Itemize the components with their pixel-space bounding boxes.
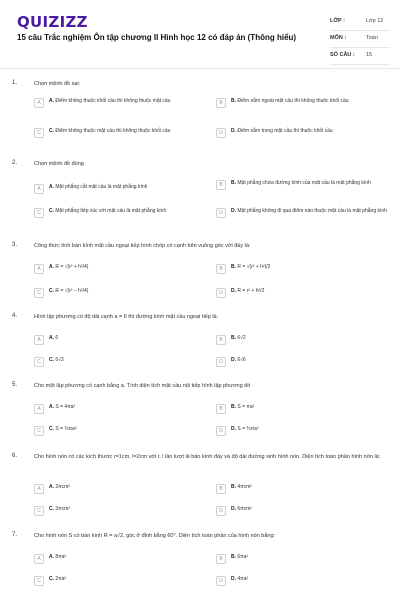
option-letter-badge: A — [34, 264, 44, 274]
option-text: D. 4πa² — [231, 576, 249, 582]
option-text: C. S = ⅓πa² — [49, 426, 77, 432]
option-text: B. R = √(r² + h²)/2 — [231, 264, 271, 270]
option-letter-badge: A — [34, 335, 44, 345]
question-number: 5. — [12, 382, 18, 388]
option-text: B. 6√2 — [231, 335, 246, 341]
option-letter-badge: A — [34, 484, 44, 494]
meta-label: SỐ CÂU : — [330, 52, 355, 58]
meta-value: Toán — [366, 35, 378, 41]
option-letter-badge: B — [216, 484, 226, 494]
option-letter-badge: B — [216, 180, 226, 190]
option-letter-badge: D — [216, 506, 226, 516]
option-letter-badge: B — [216, 264, 226, 274]
question-number: 2. — [12, 160, 18, 166]
option-letter-badge: C — [34, 506, 44, 516]
option-text: A. Điểm không thuộc khối cầu thì không thuộc mặt cầu — [49, 98, 171, 104]
option-text: B. Điểm nằm ngoài mặt cầu thì không thuộc khối cầu — [231, 98, 349, 104]
option-text: B. S = πa² — [231, 404, 255, 410]
option-letter-badge: C — [34, 288, 44, 298]
meta-value: Lớp 12 — [366, 18, 384, 24]
option-letter-badge: D — [216, 357, 226, 367]
page-header — [0, 0, 400, 69]
option-letter-badge: C — [34, 576, 44, 586]
option-letter-badge: A — [34, 98, 44, 108]
question-text: Cho hình nón S có bán kính R = a√2, góc ở đỉnh bằng 60°. Diện tích toàn phần của hình nón bằng: — [34, 533, 276, 539]
option-text: B. 4πcm² — [231, 484, 252, 490]
option-text: A. Mặt phẳng cắt mặt cầu là mặt phẳng kính — [49, 184, 148, 190]
question-text: Chọn mệnh đề sai: — [34, 81, 81, 87]
option-letter-badge: D — [216, 576, 226, 586]
option-letter-badge: C — [34, 128, 44, 138]
option-text: A. 2πcm² — [49, 484, 70, 490]
option-letter-badge: B — [216, 554, 226, 564]
question-text: Cho một lập phương có cạnh bằng a. Tính diện tích mặt cầu nội tiếp hình lập phương đó — [34, 383, 251, 389]
meta-label: MÔN : — [330, 35, 347, 41]
option-text: B. 6πa² — [231, 554, 249, 560]
option-text: D. Điểm nằm trong mặt cầu thì thuộc khối cầu — [231, 128, 333, 134]
question-number: 6. — [12, 453, 18, 459]
question-number: 7. — [12, 532, 18, 538]
option-text: D. 6πcm² — [231, 506, 252, 512]
option-text: C. Mặt phẳng tiếp xúc với mặt cầu là mặt phẳng kính — [49, 208, 167, 214]
option-letter-badge: C — [34, 208, 44, 218]
option-letter-badge: D — [216, 128, 226, 138]
metadata-panel — [330, 14, 390, 65]
question-text: Công thức tính bán kính mặt cầu ngoại tiếp hình chóp có cạnh bên vuông góc với đáy là: — [34, 243, 251, 249]
question-text: Chọn mệnh đề đúng — [34, 161, 84, 167]
option-letter-badge: A — [34, 554, 44, 564]
document-title: 15 câu Trắc nghiệm Ôn tập chương II Hình học 12 có đáp án (Thông hiểu) — [17, 33, 297, 42]
meta-row-subject — [330, 31, 390, 48]
option-text: C. R = √(r² − h²/4) — [49, 288, 89, 294]
option-text: A. 6 — [49, 335, 59, 341]
option-letter-badge: B — [216, 404, 226, 414]
option-text: B. Mặt phẳng chứa đường kính của mặt cầu là mặt phẳng kính — [231, 180, 371, 186]
option-text: A. R = √(r² + h²/4) — [49, 264, 89, 270]
option-text: C. Điểm không thuộc mặt cầu thì không thuộc khối cầu — [49, 128, 171, 134]
option-text: C. 2πa² — [49, 576, 67, 582]
option-letter-badge: A — [34, 184, 44, 194]
option-text: D. Mặt phẳng không đi qua điểm nào thuộc mặt cầu là mặt phẳng kính — [231, 208, 387, 214]
meta-value: 15 — [366, 52, 373, 58]
option-text: D. S = ¾πa² — [231, 426, 259, 432]
option-text: C. 6√3 — [49, 357, 64, 363]
question-number: 3. — [12, 242, 18, 248]
option-letter-badge: C — [34, 426, 44, 436]
option-letter-badge: C — [34, 357, 44, 367]
option-letter-badge: D — [216, 208, 226, 218]
quizizz-logo: QUIZIZZ — [17, 13, 88, 31]
meta-row-class — [330, 14, 390, 31]
option-letter-badge: B — [216, 98, 226, 108]
option-text: D. R = r² + h²/2 — [231, 288, 265, 294]
option-letter-badge: D — [216, 426, 226, 436]
meta-row-count — [330, 48, 390, 65]
question-text: Cho hình nón có các kích thước r=1cm, l=2cm với r, l lần lượt là bán kính đáy và độ dài đường sinh hình nón. Diện tích toàn phần hình nón là: — [34, 454, 381, 460]
meta-label: LỚP : — [330, 18, 345, 24]
option-text: A. 8πa² — [49, 554, 67, 560]
question-number: 4. — [12, 313, 18, 319]
option-text: D. 6√6 — [231, 357, 246, 363]
option-text: A. S = 4πa² — [49, 404, 76, 410]
option-letter-badge: A — [34, 404, 44, 414]
option-letter-badge: B — [216, 335, 226, 345]
option-letter-badge: D — [216, 288, 226, 298]
question-text: Hình lập phương có độ dài cạnh a = 6 thì đường kính mặt cầu ngoại tiếp là: — [34, 314, 219, 320]
question-number: 1. — [12, 80, 18, 86]
option-text: C. 3πcm² — [49, 506, 70, 512]
